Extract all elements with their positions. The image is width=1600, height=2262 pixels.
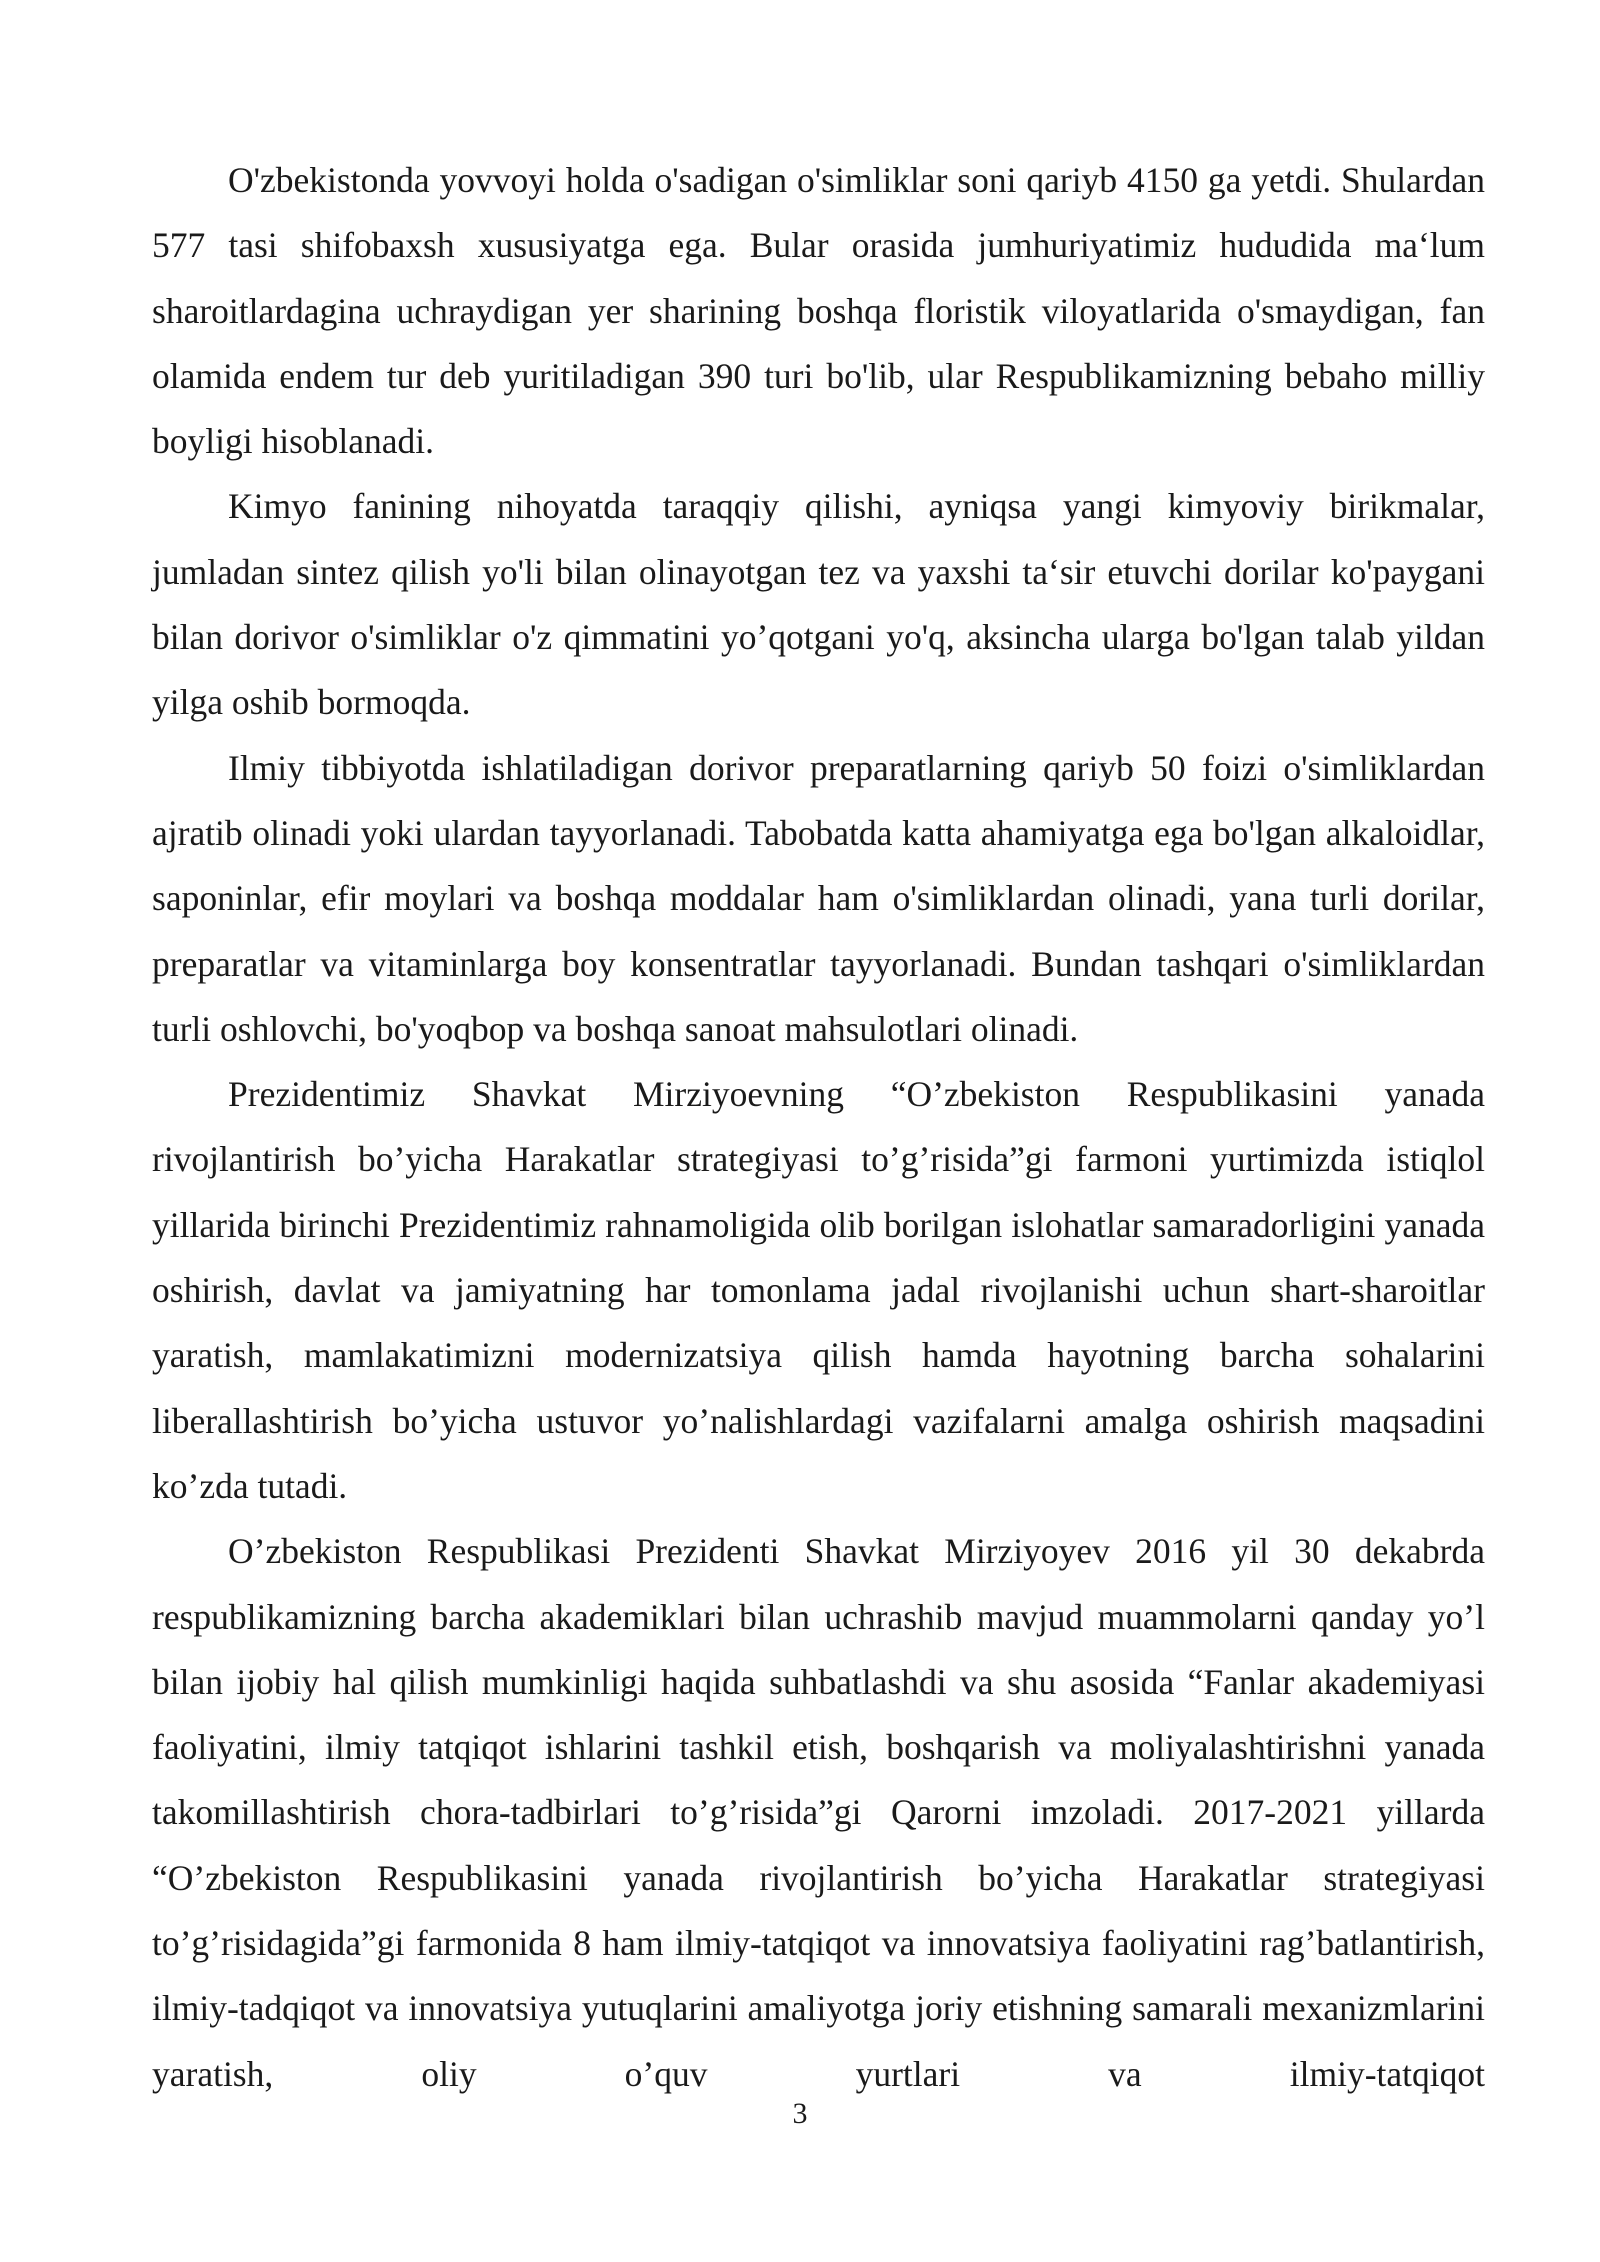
- page-number: 3: [792, 2097, 808, 2130]
- paragraph-endemic-plants: O'zbekistonda yovvoyi holda o'sadigan o'simliklar soni qariyb 4150 ga yetdi. Shulardan 577 tasi shifobaxsh xususiyatga ega. Bular orasida jumhuriyatimiz hududida ma‘lum sharoitlardagina uchraydigan yer sharining boshqa floristik viloyatlarida o'smaydigan, fan olamida endem tur deb yuritiladigan 390 turi bo'lib, ular Respublikamizning bebaho milliy boyligi hisoblanadi.: [152, 160, 1485, 462]
- document-body: [152, 148, 1485, 2107]
- paragraph-chemistry-demand: Kimyo fanining nihoyatda taraqqiy qilishi, ayniqsa yangi kimyoviy birikmalar, jumladan sintez qilish yo'li bilan olinayotgan tez va yaxshi ta‘sir etuvchi dorilar ko'paygani bilan dorivor o'simliklar o'z qimmatini yo’qotgani yo'q, aksincha ularga bo'lgan talab yildan yilga oshib bormoqda.: [152, 486, 1485, 723]
- paragraph-medical-preparations: Ilmiy tibbiyotda ishlatiladigan dorivor preparatlarning qariyb 50 foizi o'simliklardan ajratib olinadi yoki ulardan tayyorlanadi. Tabobatda katta ahamiyatga ega bo'lgan alkaloidlar, saponinlar, efir moylari va boshqa moddalar ham o'simliklardan olinadi, yana turli dorilar, preparatlar va vitaminlarga boy konsentratlar tayyorlanadi. Bundan tashqari o'simliklardan turli oshlovchi, bo'yoqbop va boshqa sanoat mahsulotlari olinadi.: [152, 747, 1485, 1049]
- paragraph-action-strategy: Prezidentimiz Shavkat Mirziyoevning “O’zbekiston Respublikasini yanada rivojlantirish bo’yicha Harakatlar strategiyasi to’g’risida”gi farmoni yurtimizda istiqlol yillarida birinchi Prezidentimiz rahnamoligida olib borilgan islohatlar samaradorligini yanada oshirish, davlat va jamiyatning har tomonlama jadal rivojlanishi uchun shart-sharoitlar yaratish, mamlakatimizni modernizatsiya qilish hamda hayotning barcha sohalarini liberallashtirish bo’yicha ustuvor yo’nalishlardagi vazifalarni amalga oshirish maqsadini ko’zda tutadi.: [152, 1074, 1485, 1506]
- paragraph-academy-resolution: O’zbekiston Respublikasi Prezidenti Shavkat Mirziyoyev 2016 yil 30 dekabrda respublikamizning barcha akademiklari bilan uchrashib mavjud muammolarni qanday yo’l bilan ijobiy hal qilish mumkinligi haqida suhbatlashdi va shu asosida “Fanlar akademiyasi faoliyatini, ilmiy tatqiqot ishlarini tashkil etish, boshqarish va moliyalashtirishni yanada takomillashtirish chora-tadbirlari to’g’risida”gi Qarorni imzoladi. 2017-2021 yillarda “O’zbekiston Respublikasini yanada rivojlantirish bo’yicha Harakatlar strategiyasi to’g’risidagida”gi farmonida 8 ham ilmiy-tatqiqot va innovatsiya faoliyatini rag’batlantirish, ilmiy-tadqiqot va innovatsiya yutuqlarini amaliyotga joriy etishning samarali mexanizmlarini yaratish, oliy o’quv yurtlari va ilmiy-tatqiqot: [152, 1531, 1485, 2094]
